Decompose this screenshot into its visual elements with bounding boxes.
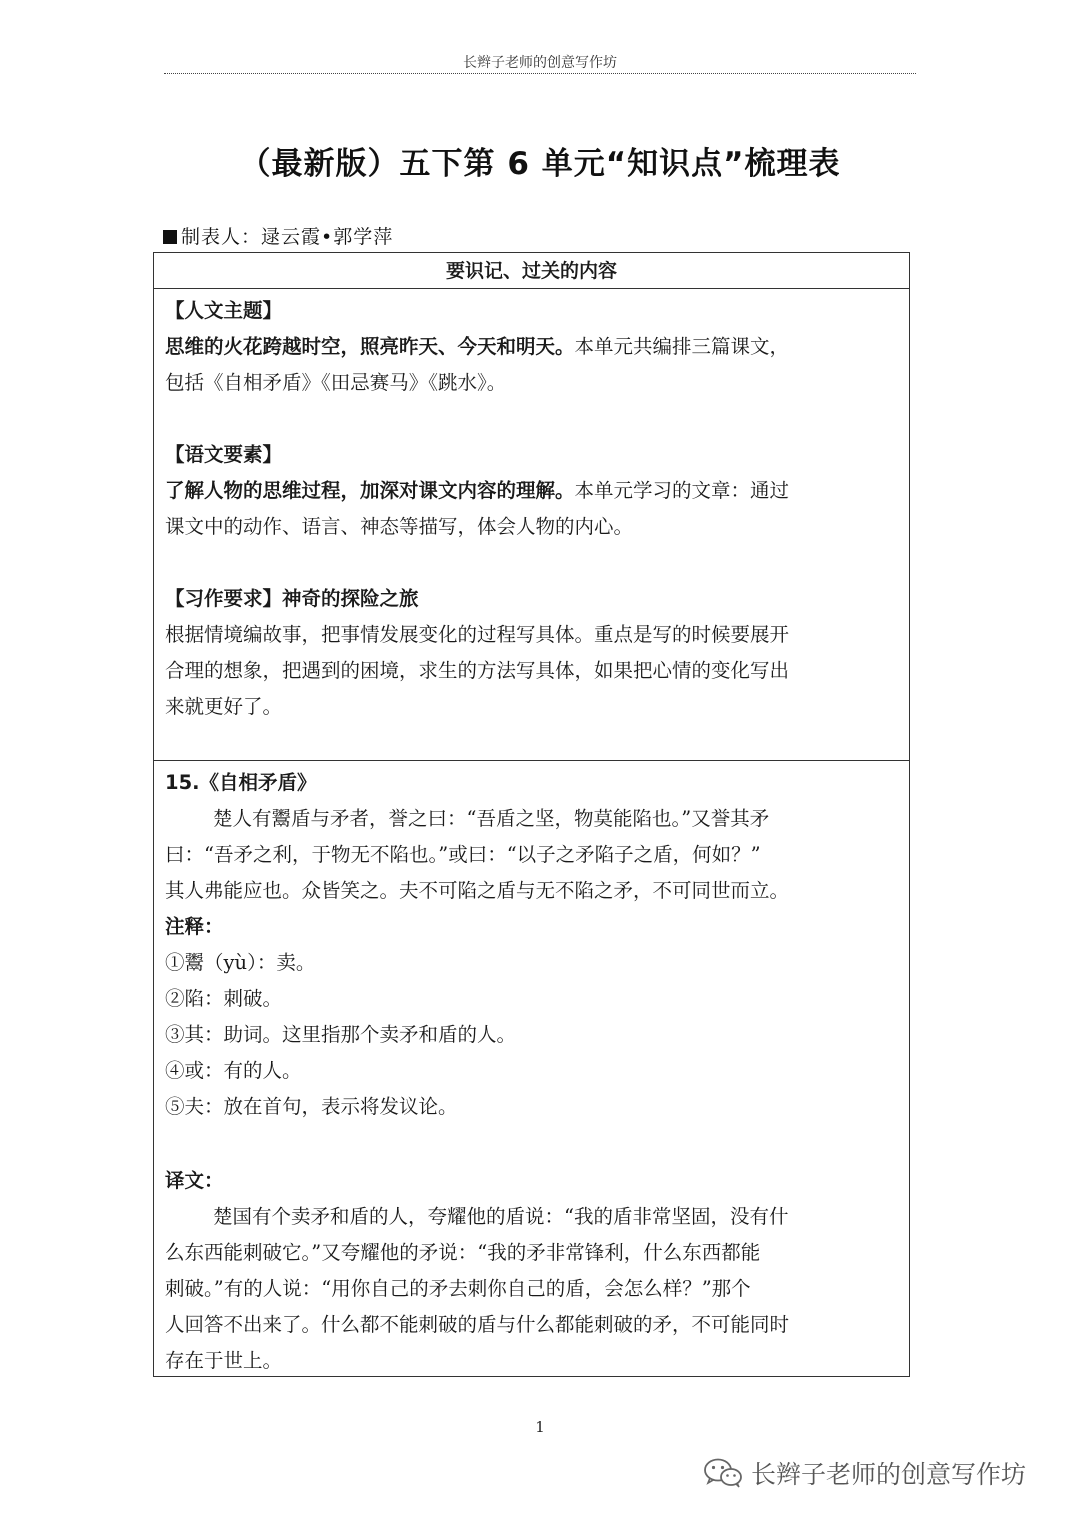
elements-rest: 本单元学习的文章：通过 — [574, 479, 790, 502]
translation-line-1: 楚国有个卖矛和盾的人，夸耀他的盾说：“我的盾非常坚固，没有什 — [213, 1205, 789, 1228]
writing-line-3: 来就更好了。 — [165, 695, 283, 718]
knowledge-table — [153, 252, 910, 1377]
translation-line-4: 人回答不出来了。什么都不能刺破的盾与什么都能刺破的矛，不可能同时 — [165, 1313, 790, 1336]
writing-line-1: 根据情境编故事，把事情发展变化的过程写具体。重点是写的时候要展开 — [165, 623, 790, 646]
lesson-text-line-1: 楚人有鬻盾与矛者，誉之曰：“吾盾之坚，物莫能陷也。”又誉其矛 — [213, 807, 770, 830]
author-text: 制表人：逯云霞•郭学萍 — [181, 226, 394, 248]
watermark — [703, 1455, 1026, 1491]
lesson-text-line-2: 曰：“吾矛之利，于物无不陷也。”或曰：“以子之矛陷子之盾，何如？” — [165, 843, 761, 866]
lesson-text-line-3: 其人弗能应也。众皆笑之。夫不可陷之盾与无不陷之矛，不可同世而立。 — [165, 879, 790, 902]
wechat-icon — [703, 1457, 743, 1489]
header-divider — [164, 73, 916, 74]
theme-heading: 【人文主题】 — [165, 299, 283, 322]
watermark-text: 长辫子老师的创意写作坊 — [751, 1460, 1027, 1489]
lesson-heading: 15.《自相矛盾》 — [165, 771, 317, 794]
theme-bold: 思维的火花跨越时空，照亮昨天、今天和明天。 — [165, 335, 575, 358]
translation-line-3: 刺破。”有的人说：“用你自己的矛去刺你自己的盾，会怎么样？”那个 — [165, 1277, 751, 1300]
notes-heading: 注释： — [165, 915, 224, 938]
translation-line-5: 存在于世上。 — [165, 1349, 283, 1372]
theme-line-1 — [165, 335, 900, 359]
unit-overview-cell — [154, 289, 909, 761]
author-line — [163, 222, 393, 249]
elements-heading: 【语文要素】 — [165, 443, 283, 466]
document-title: （最新版）五下第 6 单元“知识点”梳理表 — [239, 146, 841, 182]
theme-rest: 本单元共编排三篇课文， — [574, 335, 790, 358]
elements-line-2: 课文中的动作、语言、神态等描写，体会人物的内心。 — [165, 515, 634, 538]
square-bullet-icon — [163, 230, 177, 244]
note-item: ②陷：刺破。 — [165, 987, 283, 1010]
elements-line-1 — [165, 479, 900, 503]
note-item: ④或：有的人。 — [165, 1059, 302, 1082]
note-item: ①鬻（yù）：卖。 — [165, 951, 316, 974]
table-header: 要识记、过关的内容 — [154, 253, 909, 289]
translation-heading: 译文： — [165, 1169, 224, 1192]
writing-line-2: 合理的想象，把遇到的困境，求生的方法写具体，如果把心情的变化写出 — [165, 659, 790, 682]
translation-line-2: 么东西能刺破它。”又夸耀他的矛说：“我的矛非常锋利，什么东西都能 — [165, 1241, 761, 1264]
writing-heading: 【习作要求】神奇的探险之旅 — [165, 587, 419, 610]
page-number: 1 — [535, 1418, 545, 1436]
note-item: ⑤夫：放在首句，表示将发议论。 — [165, 1095, 458, 1118]
elements-bold: 了解人物的思维过程，加深对课文内容的理解。 — [165, 479, 575, 502]
running-header: 长辫子老师的创意写作坊 — [463, 55, 617, 71]
theme-line-2: 包括《自相矛盾》《田忌赛马》《跳水》。 — [165, 371, 507, 394]
note-item: ③其：助词。这里指那个卖矛和盾的人。 — [165, 1023, 517, 1046]
lesson-cell — [154, 761, 909, 1376]
